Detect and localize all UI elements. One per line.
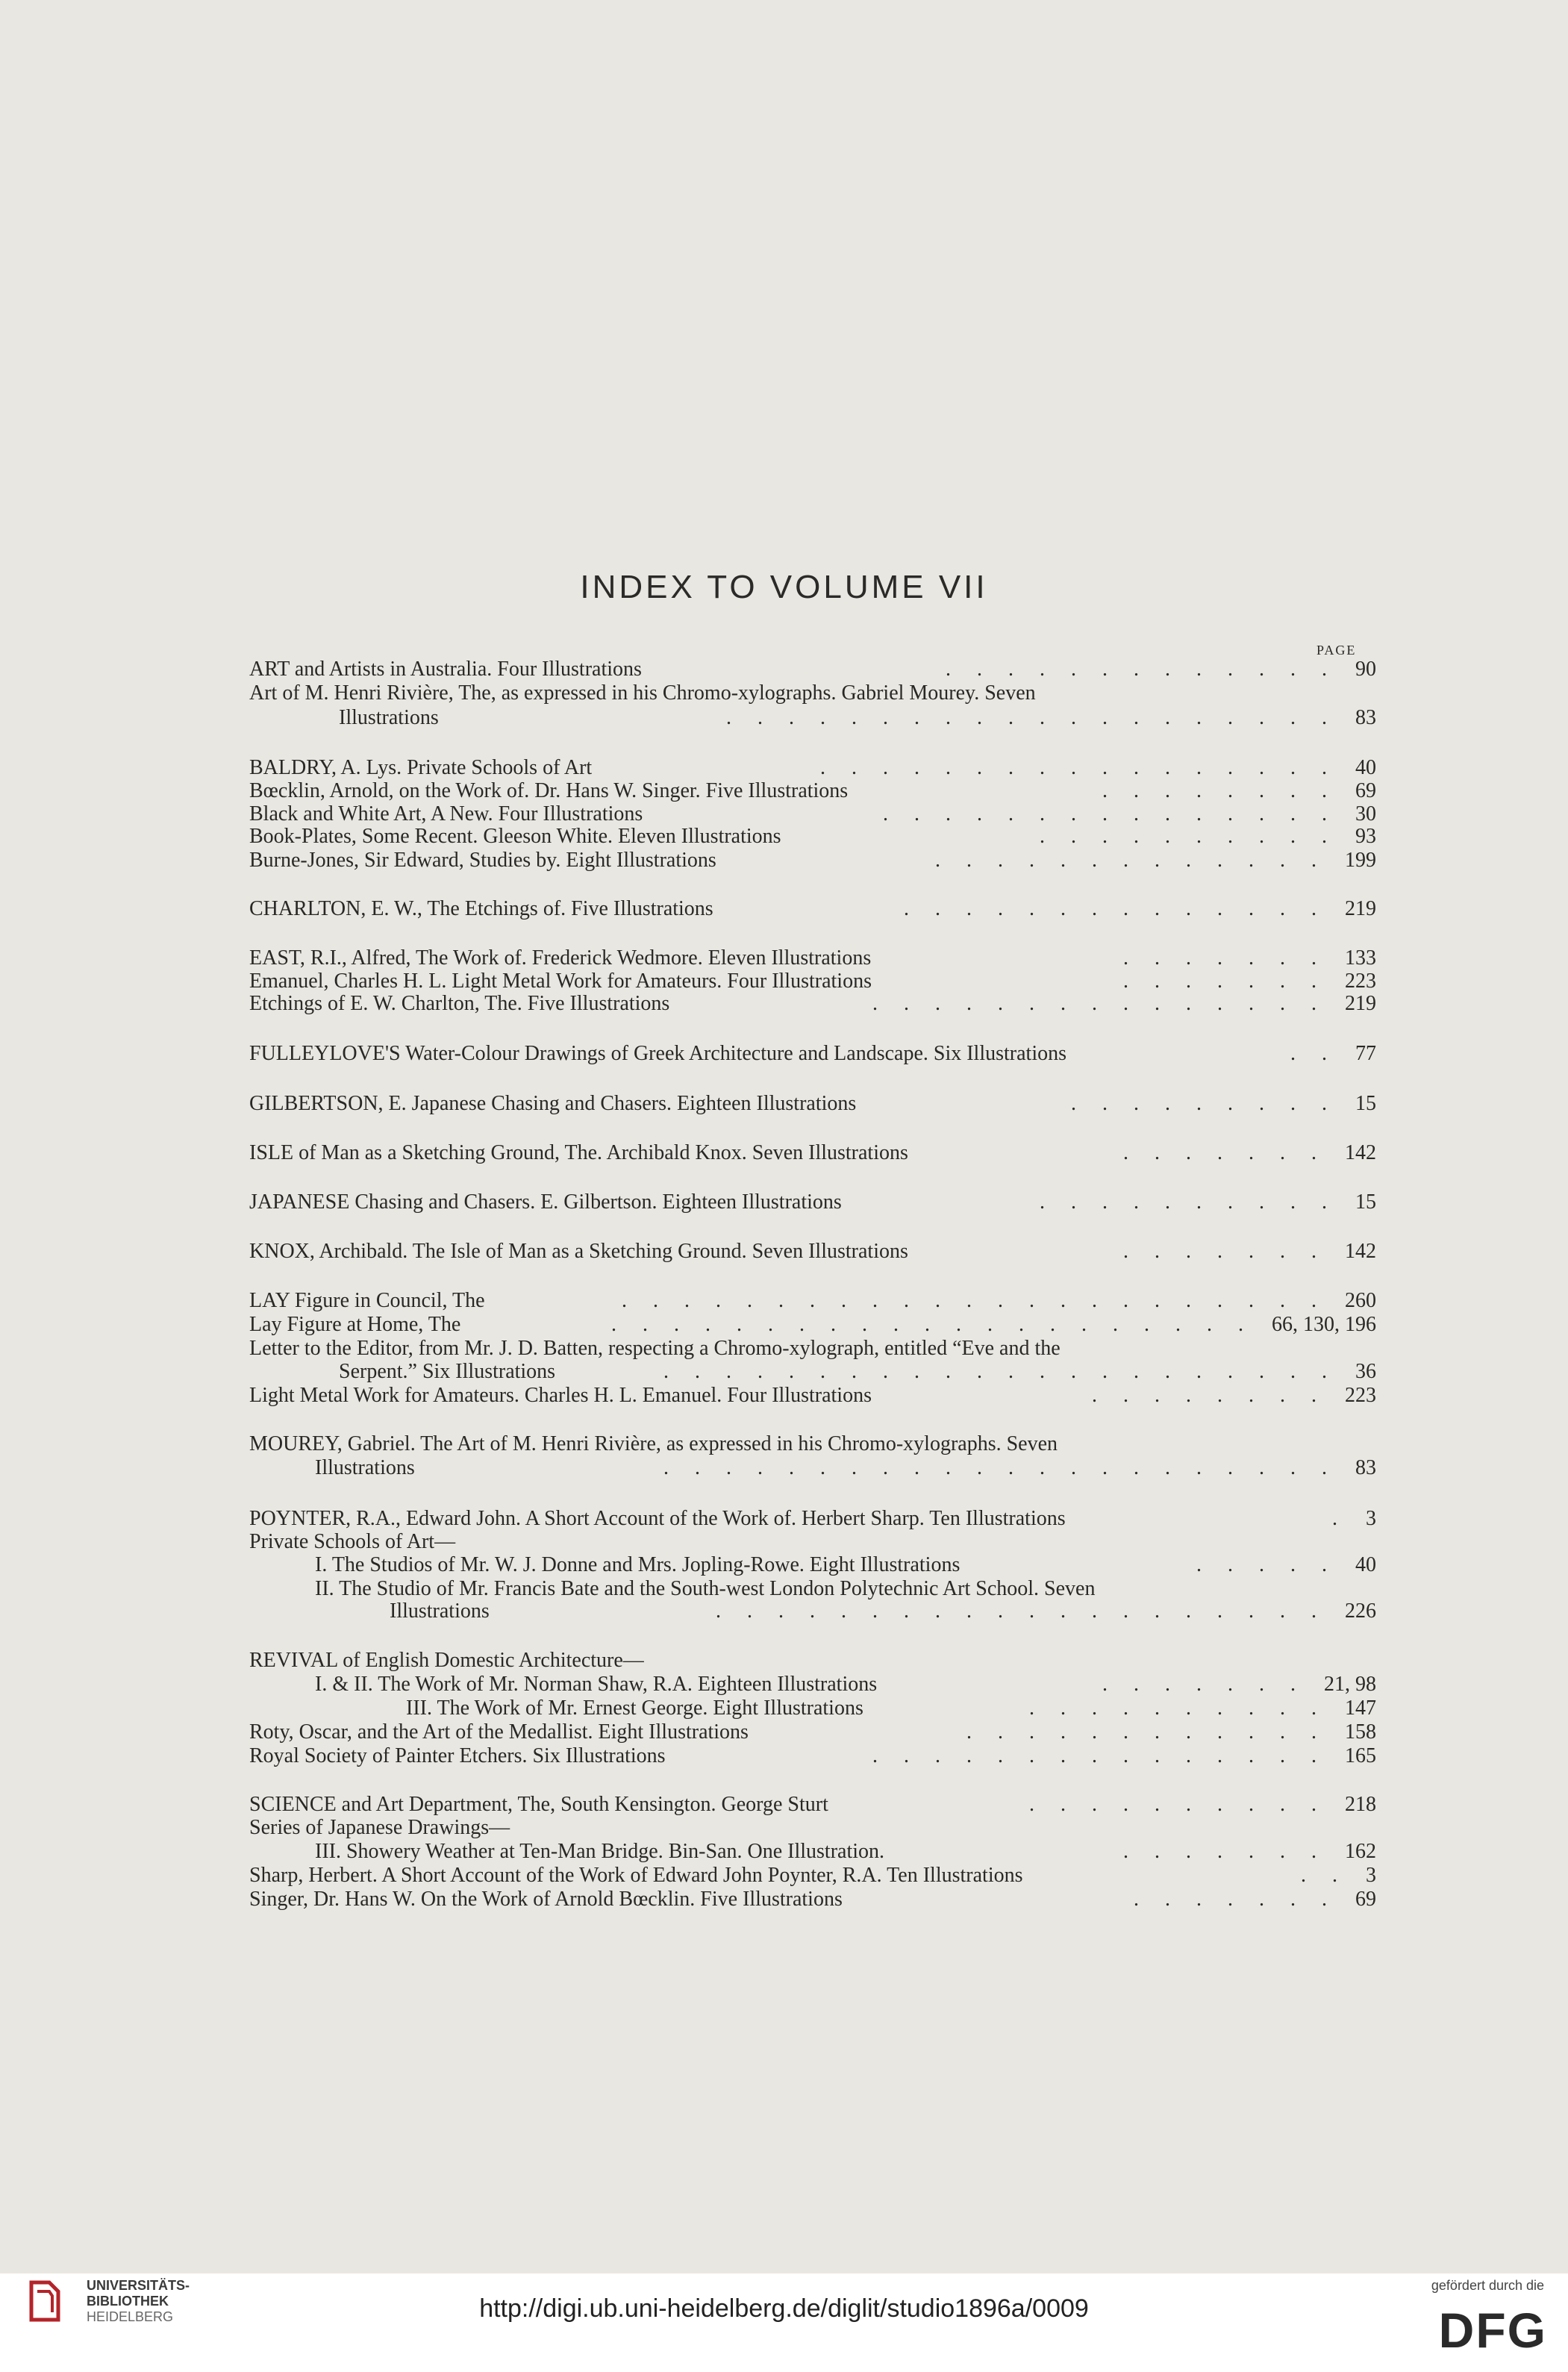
dfg-logo: DFG	[1438, 2303, 1547, 2358]
index-entry-title: Art of M. Henri Rivière, The, as expressed in his Chromo-xylographs. Gabriel Mourey. Seven	[249, 681, 1036, 705]
index-entry-page: 158	[1345, 1720, 1376, 1744]
index-entry-title: EAST, R.I., Alfred, The Work of. Frederick Wedmore. Eleven Illustrations	[249, 946, 872, 970]
index-entry-title: I. & II. The Work of Mr. Norman Shaw, R.A. Eighteen Illustrations	[315, 1673, 878, 1696]
index-entry-page: 15	[1355, 1190, 1376, 1214]
index-entry-title: Series of Japanese Drawings—	[249, 1816, 510, 1839]
index-entry-title: MOUREY, Gabriel. The Art of M. Henri Rivière, as expressed in his Chromo-xylographs. Seven	[249, 1432, 1058, 1455]
library-name-line2: BIBLIOTHEK	[87, 2294, 169, 2309]
index-entry-leader: . . . . . . . . . .	[1029, 1697, 1327, 1720]
index-entry-page: 90	[1355, 658, 1376, 681]
index-entry-leader: . . . . . . .	[1134, 1888, 1337, 1911]
index-entry-page: 226	[1345, 1599, 1376, 1623]
index-entry-leader: . . . . . . . . . . . . . . . . . . . . .	[611, 1313, 1254, 1336]
library-name-line3: HEIDELBERG	[87, 2309, 174, 2324]
index-entry-title: JAPANESE Chasing and Chasers. E. Gilbertson. Eighteen Illustrations	[249, 1190, 842, 1214]
index-entry-title: Letter to the Editor, from Mr. J. D. Batten, respecting a Chromo-xylograph, entitled “Eve and the	[249, 1337, 1061, 1360]
index-entry-title: REVIVAL of English Domestic Architecture—	[249, 1649, 644, 1672]
index-entry-title: POYNTER, R.A., Edward John. A Short Account of the Work of. Herbert Sharp. Ten Illustrations	[249, 1507, 1066, 1530]
index-entry-leader: . . . . . . . .	[1102, 779, 1337, 802]
library-name-line1: UNIVERSITÄTS-	[87, 2278, 190, 2293]
index-entry-leader: . . . . . . . . . .	[1040, 1190, 1337, 1214]
index-entry-page: 219	[1345, 992, 1376, 1015]
index-entry-title: ART and Artists in Australia. Four Illustrations	[249, 658, 642, 681]
index-entry-leader: . . . . . . . . . . . . . . . . . . . . . .	[663, 1456, 1337, 1479]
index-entry-title: Illustrations	[339, 706, 439, 729]
index-entry-title: Private Schools of Art—	[249, 1530, 456, 1553]
index-entry-title: Royal Society of Painter Etchers. Six Illustrations	[249, 1744, 666, 1767]
page-title: INDEX TO VOLUME VII	[580, 569, 988, 605]
index-entry-page: 40	[1355, 756, 1376, 779]
index-entry-page: 199	[1345, 849, 1376, 872]
index-entry-title: III. The Work of Mr. Ernest George. Eight Illustrations	[406, 1697, 863, 1720]
index-entry-leader: . . . . . . . . . . . . . . . . . . . .	[726, 706, 1337, 729]
index-entry-page: 40	[1355, 1553, 1376, 1576]
index-entry-title: Light Metal Work for Amateurs. Charles H. L. Emanuel. Four Illustrations	[249, 1384, 872, 1407]
index-entry-title: LAY Figure in Council, The	[249, 1289, 485, 1312]
index-entry-title: SCIENCE and Art Department, The, South Kensington. George Sturt	[249, 1793, 828, 1816]
index-entry-page: 133	[1345, 946, 1376, 970]
funded-by-label: gefördert durch die	[1431, 2278, 1544, 2293]
index-entry-leader: . . . . . . . . . . . . . . . . . . . . . . .	[622, 1289, 1327, 1312]
index-entry-page: 83	[1355, 1456, 1376, 1479]
index-entry-leader: . . . . . . . . . . . . . . .	[872, 1744, 1327, 1767]
index-entry-leader: . . . . . . . . . . . . . . .	[872, 992, 1327, 1015]
index-entry-leader: . . . . . . . . . . . . .	[946, 658, 1337, 681]
index-entry-title: Serpent.” Six Illustrations	[339, 1360, 556, 1383]
index-entry-leader: . . . . . . . . . . . . . . . . .	[820, 756, 1337, 779]
index-entry-leader: . . . . . . . . . . . . . . . . . . . . . .	[663, 1360, 1337, 1383]
index-entry-title: III. Showery Weather at Ten-Man Bridge. Bin-San. One Illustration.	[315, 1840, 885, 1863]
index-entry-leader: . . . . . . . . .	[1071, 1092, 1337, 1115]
index-entry-title: II. The Studio of Mr. Francis Bate and the South-west London Polytechnic Art School. Seven	[315, 1577, 1096, 1600]
index-entry-page: 36	[1355, 1360, 1376, 1383]
index-entry-page: 15	[1355, 1092, 1376, 1115]
index-entry-title: Emanuel, Charles H. L. Light Metal Work for Amateurs. Four Illustrations	[249, 970, 872, 993]
index-entry-leader: . . . . . . . . . . . . . .	[904, 897, 1327, 920]
index-entry-page: 142	[1345, 1141, 1376, 1164]
index-entry-leader: . .	[1290, 1042, 1337, 1065]
index-entry-title: ISLE of Man as a Sketching Ground, The. Archibald Knox. Seven Illustrations	[249, 1141, 908, 1164]
index-entry-leader: . . . . . . . . . .	[1029, 1793, 1327, 1816]
index-entry-title: Sharp, Herbert. A Short Account of the Work of Edward John Poynter, R.A. Ten Illustrations	[249, 1864, 1023, 1887]
index-entry-leader: . . . . . . . . . . . . .	[935, 849, 1327, 872]
index-entry-leader: . . . . . . .	[1123, 1840, 1327, 1863]
index-entry-leader: . . . . . . .	[1123, 970, 1327, 993]
index-entry-title: BALDRY, A. Lys. Private Schools of Art	[249, 756, 593, 779]
index-entry-leader: . . . . . . . . . . . .	[966, 1720, 1327, 1744]
index-entry-page: 162	[1345, 1840, 1376, 1863]
index-entry-page: 77	[1355, 1042, 1376, 1065]
index-entry-page: 83	[1355, 706, 1376, 729]
index-entry-page: 69	[1355, 779, 1376, 802]
index-entry-title: GILBERTSON, E. Japanese Chasing and Chasers. Eighteen Illustrations	[249, 1092, 857, 1115]
index-entry-page: 165	[1345, 1744, 1376, 1767]
index-entry-title: Burne-Jones, Sir Edward, Studies by. Eight Illustrations	[249, 849, 716, 872]
index-entry-title: CHARLTON, E. W., The Etchings of. Five Illustrations	[249, 897, 713, 920]
index-entry-leader: .	[1332, 1507, 1348, 1530]
index-entry-page: 3	[1366, 1864, 1376, 1887]
index-entry-leader: . . . . . . .	[1102, 1673, 1306, 1696]
index-entry-page: 223	[1345, 970, 1376, 993]
index-entry-leader: . . . . . . . . . . . . . . .	[883, 802, 1337, 825]
index-entry-page: 66, 130, 196	[1272, 1313, 1376, 1336]
index-entry-title: Book-Plates, Some Recent. Gleeson White. Eleven Illustrations	[249, 825, 781, 848]
index-entry-leader: . . . . . . . .	[1092, 1384, 1327, 1407]
index-entry-title: Lay Figure at Home, The	[249, 1313, 461, 1336]
index-entry-title: Etchings of E. W. Charlton, The. Five Illustrations	[249, 992, 670, 1015]
index-entry-page: 260	[1345, 1289, 1376, 1312]
index-entry-leader: . . . . .	[1196, 1553, 1337, 1576]
index-entry-page: 142	[1345, 1240, 1376, 1263]
page-column-label: PAGE	[1316, 643, 1357, 658]
index-entry-title: Bœcklin, Arnold, on the Work of. Dr. Hans W. Singer. Five Illustrations	[249, 779, 849, 802]
index-entry-title: FULLEYLOVE'S Water-Colour Drawings of Greek Architecture and Landscape. Six Illustrations	[249, 1042, 1066, 1065]
index-entry-title: Black and White Art, A New. Four Illustrations	[249, 802, 643, 825]
index-entry-page: 21, 98	[1324, 1673, 1376, 1696]
index-entry-leader: . . . . . . . . . . . . . . . . . . . .	[716, 1599, 1327, 1623]
index-entry-title: Illustrations	[315, 1456, 415, 1479]
index-entry-leader: . . . . . . .	[1123, 1141, 1327, 1164]
index-entry-title: Illustrations	[390, 1599, 490, 1623]
index-entry-page: 93	[1355, 825, 1376, 848]
index-entry-page: 219	[1345, 897, 1376, 920]
index-entry-leader: . .	[1301, 1864, 1348, 1887]
index-entry-title: Roty, Oscar, and the Art of the Medallist. Eight Illustrations	[249, 1720, 749, 1744]
index-entry-page: 3	[1366, 1507, 1376, 1530]
index-entry-page: 218	[1345, 1793, 1376, 1816]
index-entry-title: Singer, Dr. Hans W. On the Work of Arnold Bœcklin. Five Illustrations	[249, 1888, 843, 1911]
index-entry-page: 147	[1345, 1697, 1376, 1720]
index-entry-page: 223	[1345, 1384, 1376, 1407]
index-entry-page: 69	[1355, 1888, 1376, 1911]
index-entry-page: 30	[1355, 802, 1376, 825]
index-entry-title: I. The Studios of Mr. W. J. Donne and Mrs. Jopling-Rowe. Eight Illustrations	[315, 1553, 961, 1576]
index-entry-leader: . . . . . . . . . .	[1040, 825, 1337, 848]
index-entry-leader: . . . . . . .	[1123, 946, 1327, 970]
index-entry-leader: . . . . . . .	[1123, 1240, 1327, 1263]
source-url-link[interactable]: http://digi.ub.uni-heidelberg.de/diglit/studio1896a/0009	[479, 2294, 1089, 2323]
index-entry-title: KNOX, Archibald. The Isle of Man as a Sketching Ground. Seven Illustrations	[249, 1240, 908, 1263]
